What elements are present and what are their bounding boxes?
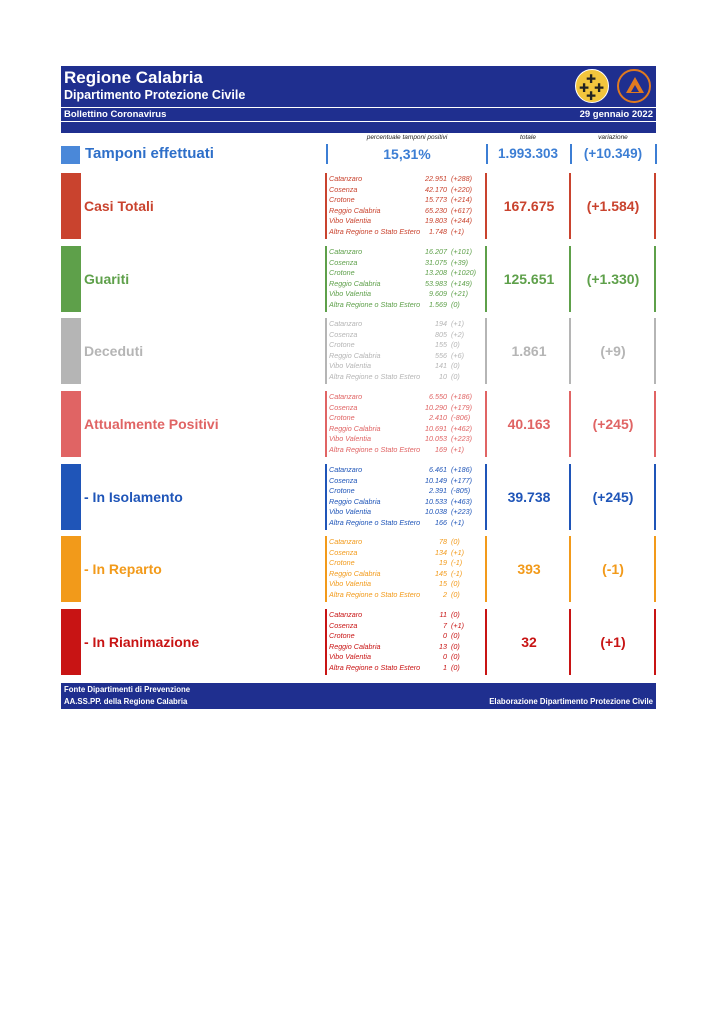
province-line	[329, 569, 487, 579]
province-name: Reggio Calabria	[329, 423, 381, 433]
province-value: 6.461	[429, 465, 447, 474]
province-delta: (-805)	[451, 486, 471, 496]
province-value: 2	[443, 590, 447, 599]
province-delta: (+244)	[451, 216, 472, 226]
bulletin-title: Bollettino Coronavirus	[64, 109, 167, 120]
province-value: 16.207	[425, 247, 447, 256]
province-line	[329, 621, 487, 631]
province-line	[329, 486, 487, 496]
province-value: 42.170	[425, 184, 447, 194]
tamponi-percentage: 15,31%	[383, 146, 431, 162]
province-name: Catanzaro	[329, 174, 363, 183]
province-name: Cosenza	[329, 184, 358, 194]
province-delta: (+1)	[451, 227, 464, 236]
province-name: Reggio Calabria	[329, 568, 381, 578]
province-value: 194	[435, 319, 447, 328]
province-delta: (+186)	[451, 465, 472, 474]
province-value: 10.691	[425, 423, 447, 433]
province-name: Catanzaro	[329, 610, 363, 619]
row-divider	[654, 464, 656, 530]
bulletin-bar	[61, 108, 656, 121]
row-divider	[485, 173, 487, 239]
province-name: Vibo Valentia	[329, 361, 371, 371]
province-name: Cosenza	[329, 547, 358, 557]
province-value: 78	[439, 537, 447, 546]
province-line	[329, 548, 487, 558]
header-divider	[61, 122, 656, 133]
province-value: 145	[435, 568, 447, 578]
province-name: Reggio Calabria	[329, 350, 381, 360]
province-value: 2.410	[429, 413, 447, 423]
province-name: Cosenza	[329, 329, 358, 339]
province-line	[329, 268, 487, 278]
row-divider	[485, 609, 487, 675]
province-value: 19.803	[425, 216, 447, 226]
row-divider	[485, 536, 487, 602]
row-total: 393	[517, 561, 541, 577]
regione-calabria-logo-icon: ✚ ✚ ✚ ✚	[575, 69, 609, 103]
province-value: 805	[435, 329, 447, 339]
row-label: Guariti	[84, 271, 130, 287]
stat-row	[61, 318, 656, 384]
province-value: 19	[439, 558, 447, 568]
row-color-square	[61, 536, 81, 602]
province-value: 155	[435, 340, 447, 350]
tamponi-divider	[655, 144, 657, 164]
province-line	[329, 216, 487, 226]
row-total: 1.861	[511, 343, 547, 359]
province-value: 166	[435, 518, 447, 527]
province-line	[329, 424, 487, 434]
stat-row	[61, 464, 656, 530]
row-divider	[654, 536, 656, 602]
row-divider	[654, 391, 656, 457]
row-divider	[654, 173, 656, 239]
row-label: - In Rianimazione	[84, 634, 200, 650]
province-delta: (+39)	[451, 257, 468, 267]
province-value: 6.550	[429, 392, 447, 401]
row-total: 39.738	[507, 489, 551, 505]
province-line	[329, 372, 487, 382]
province-delta: (+1020)	[451, 268, 476, 278]
province-line	[329, 445, 487, 455]
province-name: Crotone	[329, 486, 355, 496]
row-color-square	[61, 246, 81, 312]
province-line	[329, 206, 487, 216]
province-name: Vibo Valentia	[329, 289, 371, 299]
province-value: 556	[435, 350, 447, 360]
province-line	[329, 330, 487, 340]
province-value: 13.208	[425, 268, 447, 278]
province-value: 1.569	[429, 300, 447, 309]
province-name: Catanzaro	[329, 247, 363, 256]
province-delta: (+149)	[451, 278, 472, 288]
province-breakdown	[325, 536, 485, 602]
province-value: 10.290	[425, 402, 447, 412]
province-line	[329, 579, 487, 589]
province-delta: (-806)	[451, 413, 471, 423]
province-name: Crotone	[329, 631, 355, 641]
row-variation: (+1)	[600, 634, 626, 650]
province-delta: (+101)	[451, 247, 472, 256]
row-color-square	[61, 173, 81, 239]
province-value: 10.149	[425, 475, 447, 485]
row-total: 32	[521, 634, 537, 650]
row-divider	[485, 246, 487, 312]
province-name: Vibo Valentia	[329, 434, 371, 444]
province-value: 65.230	[425, 205, 447, 215]
province-name: Altra Regione o Stato Estero	[329, 227, 421, 236]
province-name: Crotone	[329, 268, 355, 278]
province-line	[329, 507, 487, 517]
stat-row	[61, 246, 656, 312]
province-line	[329, 476, 487, 486]
header-banner	[61, 66, 656, 108]
province-name: Vibo Valentia	[329, 216, 371, 226]
province-line	[329, 465, 487, 475]
province-breakdown	[325, 464, 485, 530]
province-name: Cosenza	[329, 475, 358, 485]
page-subtitle: Dipartimento Protezione Civile	[64, 88, 246, 102]
province-delta: (+177)	[451, 475, 472, 485]
row-divider	[654, 609, 656, 675]
province-line	[329, 361, 487, 371]
row-divider	[485, 391, 487, 457]
province-delta: (+220)	[451, 184, 472, 194]
province-name: Crotone	[329, 340, 355, 350]
province-line	[329, 558, 487, 568]
province-delta: (+1)	[451, 518, 464, 527]
province-name: Cosenza	[329, 402, 358, 412]
tamponi-label: Tamponi effettuati	[85, 145, 214, 162]
pct-column-heading: percentuale tamponi positivi	[366, 134, 448, 141]
province-name: Reggio Calabria	[329, 641, 381, 651]
province-name: Reggio Calabria	[329, 205, 381, 215]
province-value: 15.773	[425, 195, 447, 205]
row-variation: (+1.584)	[586, 198, 640, 214]
province-name: Catanzaro	[329, 537, 363, 546]
province-value: 31.075	[425, 257, 447, 267]
province-line	[329, 631, 487, 641]
province-line	[329, 227, 487, 237]
province-delta: (+288)	[451, 174, 472, 183]
province-delta: (+2)	[451, 329, 464, 339]
province-name: Reggio Calabria	[329, 278, 381, 288]
province-delta: (0)	[451, 372, 460, 381]
footer-source-line1: Fonte Dipartimenti di Prevenzione	[64, 685, 191, 694]
province-value: 1.748	[429, 227, 447, 236]
province-line	[329, 537, 487, 547]
row-label: Deceduti	[84, 343, 144, 359]
tamponi-total: 1.993.303	[497, 146, 559, 161]
province-delta: (+1)	[451, 445, 464, 454]
province-delta: (0)	[451, 300, 460, 309]
province-breakdown	[325, 246, 485, 312]
row-variation: (+1.330)	[586, 271, 640, 287]
province-line	[329, 174, 487, 184]
row-label: - In Isolamento	[84, 489, 183, 505]
province-delta: (0)	[451, 641, 460, 651]
province-line	[329, 319, 487, 329]
variation-column-heading: variazione	[598, 134, 628, 141]
row-total: 125.651	[503, 271, 555, 287]
province-name: Catanzaro	[329, 392, 363, 401]
province-value: 11	[439, 610, 447, 619]
stat-row	[61, 536, 656, 602]
province-delta: (0)	[451, 590, 460, 599]
row-label: Casi Totali	[84, 198, 154, 214]
province-name: Altra Regione o Stato Estero	[329, 663, 421, 672]
row-variation: (+245)	[592, 416, 634, 432]
province-name: Reggio Calabria	[329, 496, 381, 506]
footer-elaboration: Elaborazione Dipartimento Protezione Civile	[489, 697, 653, 706]
province-delta: (0)	[451, 652, 460, 662]
province-name: Altra Regione o Stato Estero	[329, 300, 421, 309]
stat-row	[61, 173, 656, 239]
province-delta: (+1)	[451, 547, 464, 557]
tamponi-color-square	[61, 146, 80, 164]
footer-source-line2: AA.SS.PP. della Regione Calabria	[64, 697, 188, 706]
province-line	[329, 403, 487, 413]
footer-banner	[61, 683, 656, 709]
province-value: 10.533	[425, 496, 447, 506]
province-value: 53.983	[425, 278, 447, 288]
province-name: Vibo Valentia	[329, 579, 371, 589]
province-value: 0	[443, 652, 447, 662]
province-name: Vibo Valentia	[329, 652, 371, 662]
province-delta: (0)	[451, 340, 460, 350]
province-delta: (+1)	[451, 319, 464, 328]
province-line	[329, 652, 487, 662]
province-breakdown	[325, 173, 485, 239]
province-line	[329, 279, 487, 289]
province-line	[329, 642, 487, 652]
province-line	[329, 663, 487, 673]
province-value: 7	[443, 620, 447, 630]
province-name: Vibo Valentia	[329, 507, 371, 517]
province-line	[329, 195, 487, 205]
row-divider	[654, 318, 656, 384]
province-delta: (+462)	[451, 423, 472, 433]
province-value: 10.038	[425, 507, 447, 517]
row-color-square	[61, 391, 81, 457]
row-total: 167.675	[503, 198, 555, 214]
province-name: Cosenza	[329, 620, 358, 630]
province-name: Altra Regione o Stato Estero	[329, 372, 421, 381]
row-variation: (+245)	[592, 489, 634, 505]
province-delta: (0)	[451, 537, 460, 546]
province-line	[329, 434, 487, 444]
province-name: Crotone	[329, 195, 355, 205]
province-delta: (+186)	[451, 392, 472, 401]
province-name: Crotone	[329, 558, 355, 568]
row-color-square	[61, 318, 81, 384]
province-line	[329, 518, 487, 528]
province-value: 0	[443, 631, 447, 641]
province-name: Cosenza	[329, 257, 358, 267]
province-line	[329, 351, 487, 361]
row-total: 40.163	[507, 416, 551, 432]
province-delta: (+617)	[451, 205, 472, 215]
province-value: 10	[439, 372, 447, 381]
province-name: Altra Regione o Stato Estero	[329, 518, 421, 527]
tamponi-variation: (+10.349)	[583, 146, 643, 161]
province-line	[329, 590, 487, 600]
province-delta: (+179)	[451, 402, 472, 412]
province-line	[329, 392, 487, 402]
province-delta: (0)	[451, 361, 460, 371]
province-delta: (+6)	[451, 350, 464, 360]
province-name: Catanzaro	[329, 465, 363, 474]
row-divider	[485, 464, 487, 530]
province-delta: (0)	[451, 631, 460, 641]
province-delta: (0)	[451, 579, 460, 589]
province-line	[329, 247, 487, 257]
province-name: Altra Regione o Stato Estero	[329, 445, 421, 454]
province-line	[329, 289, 487, 299]
province-delta: (+223)	[451, 434, 472, 444]
province-line	[329, 340, 487, 350]
province-value: 169	[435, 445, 447, 454]
province-breakdown	[325, 391, 485, 457]
province-delta: (+463)	[451, 496, 472, 506]
row-divider	[654, 246, 656, 312]
total-column-heading: totale	[520, 134, 536, 141]
province-value: 141	[435, 361, 447, 371]
province-value: 134	[435, 547, 447, 557]
province-name: Catanzaro	[329, 319, 363, 328]
province-line	[329, 185, 487, 195]
row-label: Attualmente Positivi	[84, 416, 219, 432]
province-name: Crotone	[329, 413, 355, 423]
province-delta: (+1)	[451, 620, 464, 630]
province-line	[329, 413, 487, 423]
row-divider	[485, 318, 487, 384]
bulletin-date: 29 gennaio 2022	[579, 109, 653, 120]
province-delta: (-1)	[451, 558, 463, 568]
row-color-square	[61, 464, 81, 530]
province-line	[329, 300, 487, 310]
province-line	[329, 610, 487, 620]
province-value: 22.951	[425, 174, 447, 183]
province-value: 15	[439, 579, 447, 589]
protezione-civile-logo-icon	[617, 69, 651, 103]
province-value: 9.609	[429, 289, 447, 299]
province-delta: (-1)	[451, 568, 463, 578]
province-value: 10.053	[425, 434, 447, 444]
province-breakdown	[325, 318, 485, 384]
province-delta: (+21)	[451, 289, 468, 299]
row-variation: (+9)	[600, 343, 626, 359]
province-delta: (0)	[451, 663, 460, 672]
province-delta: (+214)	[451, 195, 472, 205]
stat-row	[61, 609, 656, 675]
province-value: 2.391	[429, 486, 447, 496]
province-line	[329, 258, 487, 268]
stat-row	[61, 391, 656, 457]
province-value: 1	[443, 663, 447, 672]
province-delta: (0)	[451, 610, 460, 619]
province-breakdown	[325, 609, 485, 675]
row-color-square	[61, 609, 81, 675]
province-value: 13	[439, 641, 447, 651]
province-line	[329, 497, 487, 507]
row-variation: (-1)	[602, 561, 624, 577]
province-delta: (+223)	[451, 507, 472, 517]
page-title: Regione Calabria	[64, 68, 203, 87]
row-label: - In Reparto	[84, 561, 162, 577]
province-name: Altra Regione o Stato Estero	[329, 590, 421, 599]
